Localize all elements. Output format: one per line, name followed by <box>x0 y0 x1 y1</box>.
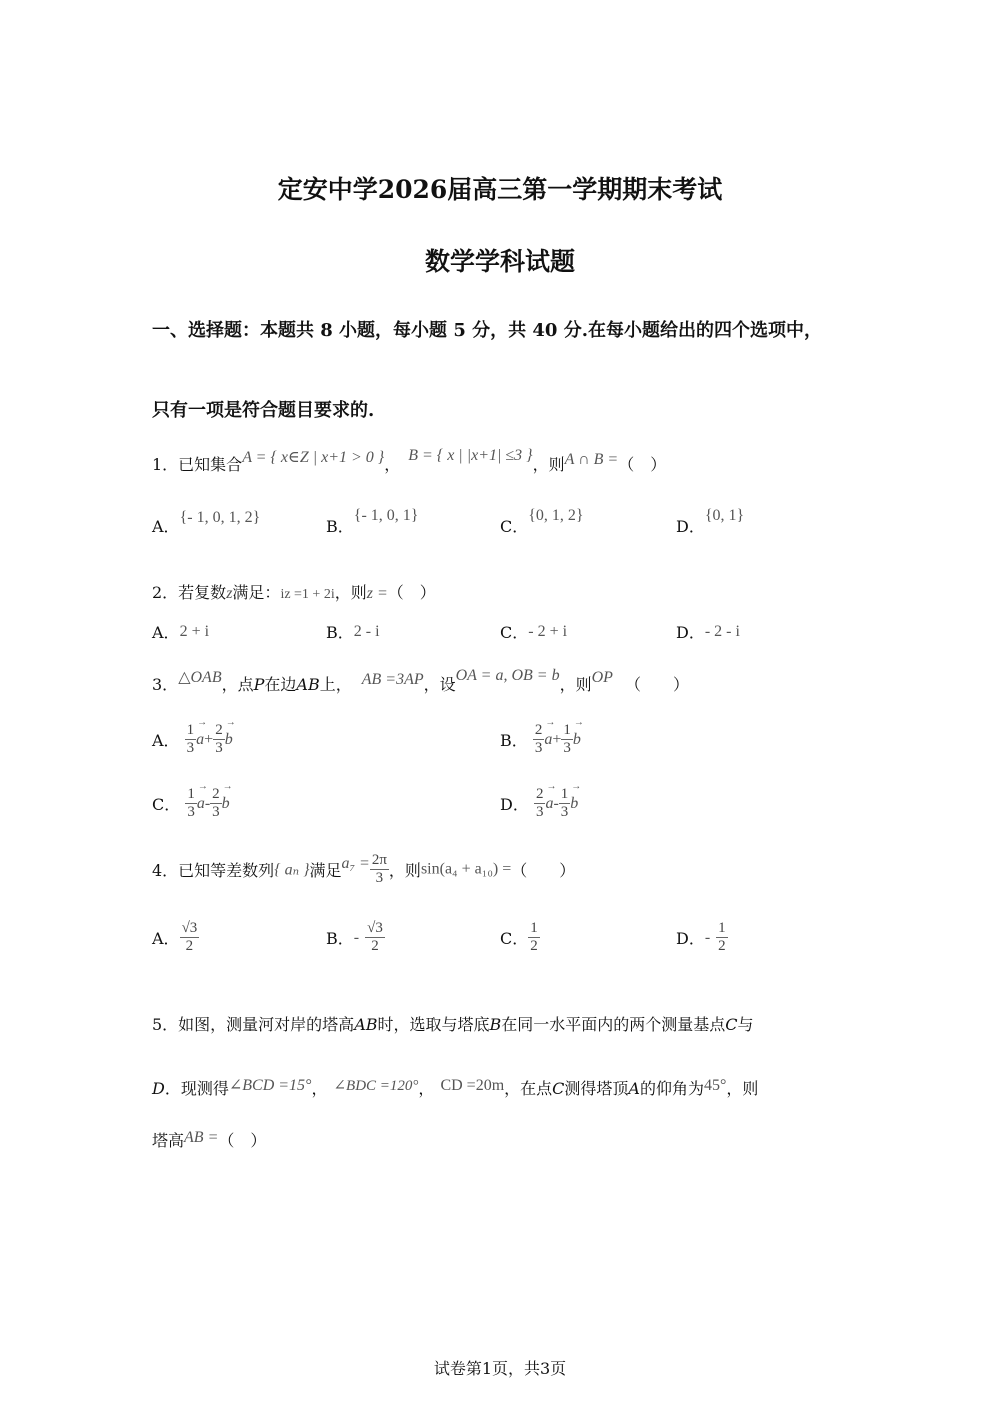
fraction: $\frac{√3}{2}$ <box>367 920 383 954</box>
q1-option-b[interactable] <box>326 507 419 537</box>
q5-text: ， <box>311 1079 328 1098</box>
q5-angle-bdc: ∠BDC =120° <box>333 1078 419 1094</box>
fraction: $\frac{1}{3}$ <box>563 722 571 756</box>
q4-option-d[interactable] <box>676 920 728 955</box>
option-label: D． <box>676 517 705 536</box>
q5-paren: （ ） <box>218 1131 267 1150</box>
q2-option-a[interactable] <box>152 620 209 643</box>
q5-text: 测得塔顶 <box>564 1079 629 1098</box>
vector-b: → b <box>225 731 233 749</box>
q5-text: 塔高 <box>152 1131 185 1150</box>
q4-mid1: 满足 <box>309 861 342 880</box>
q4-a7: a₇ = <box>341 854 370 872</box>
q2-option-c[interactable] <box>500 620 567 643</box>
q3-triangle: △OAB <box>178 669 222 686</box>
q5-text: ．现测得 <box>164 1079 229 1098</box>
q2-paren: （ ） <box>387 583 436 602</box>
option-sign: - <box>353 928 360 946</box>
q5-text: 5．如图，测量河对岸的塔高 <box>152 1015 355 1034</box>
q3-equation: AB =3AP <box>361 671 424 688</box>
exam-subtitle: 数学学科试题 <box>424 247 575 276</box>
question-3 <box>152 667 689 695</box>
vector-b: → b <box>570 795 578 813</box>
question-5-line3 <box>152 1128 266 1151</box>
option-value: - 2 - i <box>704 623 740 640</box>
option-label: A． <box>152 623 180 642</box>
q5-angle-bcd: ∠BCD =15° <box>228 1077 312 1094</box>
q2-prefix: 2．若复数 <box>152 583 227 602</box>
option-label: A． <box>152 929 180 948</box>
fraction: $\frac{2}{3}$ <box>212 786 220 820</box>
q3-text3: 上， <box>319 675 352 694</box>
option-value: {- 1, 0, 1, 2} <box>179 509 261 526</box>
q3-point-p: P <box>253 675 265 694</box>
option-value: 2 + i <box>179 623 210 640</box>
q3-text1: ，点 <box>221 675 254 694</box>
q1-expr: A ∩ B = <box>564 451 619 468</box>
q1-option-a[interactable] <box>152 509 261 537</box>
q2-option-d[interactable] <box>676 620 740 643</box>
q3-paren: （ ） <box>624 675 689 694</box>
q2-mid2: ，则 <box>334 583 367 602</box>
option-label: B． <box>326 623 354 642</box>
vector-b: → b <box>222 795 230 813</box>
option-label: D． <box>676 623 705 642</box>
option-label: D． <box>676 929 705 948</box>
q4-sequence: { aₙ } <box>274 861 310 879</box>
q5-a: A <box>628 1079 640 1098</box>
vector-a: → a <box>544 731 552 749</box>
question-5-line2 <box>152 1076 758 1099</box>
option-label: B． <box>326 517 354 536</box>
q1-paren: （ ） <box>618 455 667 474</box>
exam-title: 定安中学2026届高三第一学期期末考试 <box>277 175 723 204</box>
fraction: $\frac{2\pi}{3}$ <box>371 852 387 886</box>
q1-prefix: 1．已知集合 <box>152 455 243 474</box>
q5-b: B <box>489 1015 502 1034</box>
q3-op: OP <box>591 669 613 686</box>
fraction: $\frac{1}{3}$ <box>560 786 569 820</box>
q5-text: ， <box>418 1079 435 1098</box>
option-value: {0, 1} <box>704 507 745 524</box>
fraction: $\frac{1}{2}$ <box>530 920 538 954</box>
q5-c: C <box>552 1079 565 1098</box>
q1-mid: ，则 <box>532 455 565 474</box>
q2-option-b[interactable] <box>326 620 380 643</box>
q3-text5: ，则 <box>559 675 592 694</box>
q5-cd: CD =20m <box>440 1077 505 1094</box>
q1-set-b: B = { x | |x+1| ≤3 } <box>408 447 533 464</box>
fraction: $\frac{1}{3}$ <box>186 722 195 756</box>
operator: - <box>553 795 559 812</box>
fraction: $\frac{√3}{2}$ <box>181 920 198 954</box>
q5-text: 在同一水平面内的两个测量基点 <box>501 1015 726 1034</box>
q3-option-c[interactable] <box>152 786 230 821</box>
option-value: {- 1, 0, 1} <box>353 507 419 524</box>
question-2 <box>152 580 436 603</box>
q4-prefix: 4．已知等差数列 <box>152 861 275 880</box>
q1-option-c[interactable] <box>500 507 584 537</box>
section-heading-line2: 只有一项是符合题目要求的. <box>152 400 375 421</box>
operator: + <box>552 731 562 748</box>
vector-a: → a <box>197 795 205 813</box>
q4-option-b[interactable] <box>326 920 385 955</box>
q5-ab: AB <box>354 1015 378 1034</box>
q5-text: ，则 <box>726 1079 759 1098</box>
q4-option-a[interactable] <box>152 920 199 955</box>
operator: + <box>204 731 214 748</box>
option-label: A． <box>152 731 180 750</box>
fraction: $\frac{2}{3}$ <box>535 786 544 820</box>
fraction: $\frac{1}{2}$ <box>718 920 726 954</box>
q5-c: C <box>725 1015 738 1034</box>
page-footer: 试卷第1页，共3页 <box>433 1359 567 1378</box>
option-label: C． <box>152 795 181 814</box>
vector-b: → b <box>573 731 581 749</box>
q5-text: 的仰角为 <box>639 1079 704 1098</box>
option-sign: - <box>704 928 711 946</box>
q1-sep: ， <box>384 455 401 474</box>
q4-mid2: ，则 <box>388 861 421 880</box>
q2-mid1: 满足： <box>232 583 281 602</box>
q2-expr: z = <box>366 585 388 602</box>
q2-equation: iz =1 + 2i <box>280 587 335 602</box>
option-label: D． <box>500 795 529 814</box>
q1-set-a: A = { x∈Z | x+1 > 0 } <box>242 449 385 466</box>
option-label: C． <box>500 623 529 642</box>
option-value: - 2 + i <box>528 623 568 640</box>
q3-text4: ，设 <box>423 675 456 694</box>
q3-option-d[interactable] <box>500 786 578 821</box>
fraction: $\frac{2}{3}$ <box>215 722 223 756</box>
q5-expr: AB = <box>184 1129 219 1146</box>
option-label: A． <box>152 517 180 536</box>
q5-d: D <box>152 1079 165 1098</box>
q5-text: 与 <box>737 1015 754 1034</box>
fraction: $\frac{2}{3}$ <box>534 722 543 756</box>
fraction: $\frac{1}{3}$ <box>187 786 195 820</box>
q3-prefix: 3． <box>152 675 179 694</box>
q4-option-c[interactable] <box>500 920 540 955</box>
question-5-line1 <box>152 1012 754 1035</box>
question-1 <box>152 447 667 475</box>
q2-var: z <box>226 585 233 602</box>
section-heading-line1: 一、选择题：本题共 8 小题，每小题 5 分，共 40 分.在每小题给出的四个选项中， <box>152 320 822 341</box>
q3-option-b[interactable] <box>500 722 581 757</box>
q3-option-a[interactable] <box>152 722 233 757</box>
q3-equation2: OA = a, OB = b <box>455 667 560 684</box>
q3-ab: AB <box>296 675 320 694</box>
q4-paren: （ ） <box>511 861 576 880</box>
question-4 <box>152 852 575 887</box>
operator: - <box>204 795 211 812</box>
option-value: 2 - i <box>353 623 380 640</box>
q5-degree: 45° <box>704 1077 727 1094</box>
option-label: C． <box>500 517 529 536</box>
q1-option-d[interactable] <box>676 507 745 537</box>
q5-text: 时，选取与塔底 <box>377 1015 490 1034</box>
q5-text: ，在点 <box>504 1079 553 1098</box>
vector-a: → a <box>545 795 553 813</box>
option-value: {0, 1, 2} <box>528 507 584 524</box>
vector-a: → a <box>196 731 204 749</box>
option-label: B． <box>326 929 354 948</box>
option-label: B． <box>500 731 528 750</box>
q3-text2: 在边 <box>264 675 297 694</box>
q4-expr: sin(a₄ + a₁₀) = <box>420 860 512 878</box>
option-label: C． <box>500 929 529 948</box>
